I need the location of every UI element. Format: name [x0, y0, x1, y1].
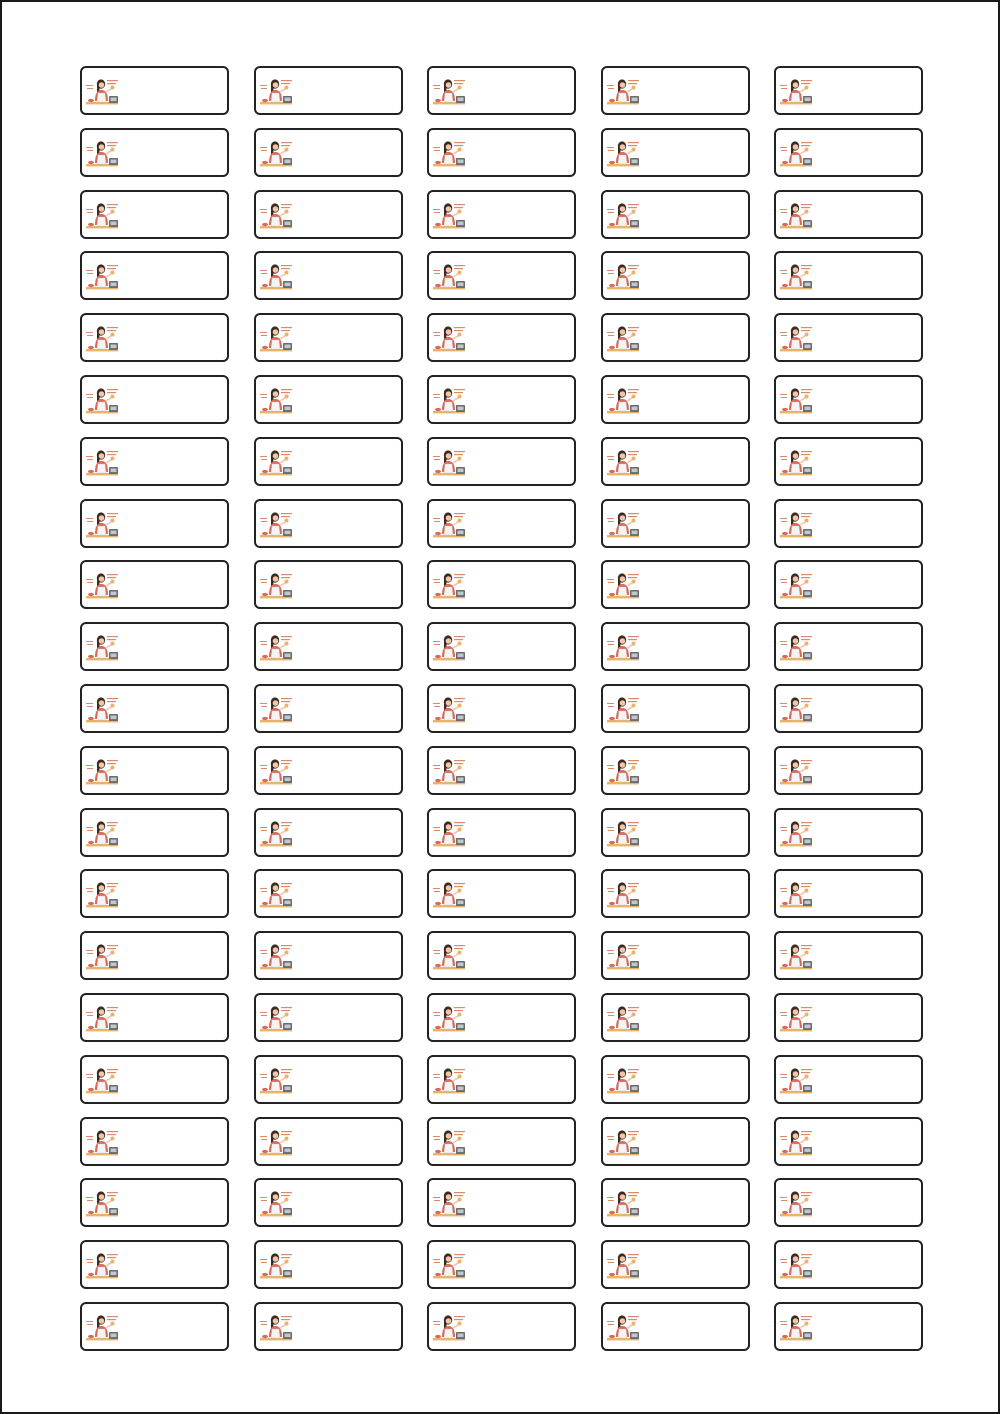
- label-cell: [774, 931, 923, 980]
- label-cell: [80, 313, 229, 362]
- woman-cooking-icon: [779, 1313, 813, 1343]
- label-cell: [774, 622, 923, 671]
- woman-cooking-icon: [432, 1066, 466, 1096]
- woman-cooking-icon: [432, 1128, 466, 1158]
- label-cell: [774, 313, 923, 362]
- woman-cooking-icon: [779, 386, 813, 416]
- woman-cooking-icon: [779, 510, 813, 540]
- woman-cooking-icon: [259, 1251, 293, 1281]
- label-cell: [427, 1117, 576, 1166]
- woman-cooking-icon: [85, 510, 119, 540]
- label-cell: [427, 993, 576, 1042]
- woman-cooking-icon: [606, 880, 640, 910]
- label-cell: [254, 560, 403, 609]
- label-cell: [601, 993, 750, 1042]
- woman-cooking-icon: [606, 1251, 640, 1281]
- woman-cooking-icon: [779, 571, 813, 601]
- label-cell: [601, 1302, 750, 1351]
- label-cell: [427, 869, 576, 918]
- label-cell: [774, 1055, 923, 1104]
- woman-cooking-icon: [779, 1066, 813, 1096]
- label-cell: [774, 190, 923, 239]
- woman-cooking-icon: [259, 262, 293, 292]
- woman-cooking-icon: [85, 1128, 119, 1158]
- woman-cooking-icon: [779, 77, 813, 107]
- woman-cooking-icon: [779, 1251, 813, 1281]
- woman-cooking-icon: [606, 1004, 640, 1034]
- label-cell: [427, 684, 576, 733]
- label-cell: [80, 993, 229, 1042]
- label-cell: [601, 1055, 750, 1104]
- label-cell: [774, 375, 923, 424]
- woman-cooking-icon: [259, 77, 293, 107]
- label-cell: [254, 684, 403, 733]
- label-cell: [254, 375, 403, 424]
- woman-cooking-icon: [432, 633, 466, 663]
- woman-cooking-icon: [259, 757, 293, 787]
- woman-cooking-icon: [259, 139, 293, 169]
- label-cell: [80, 746, 229, 795]
- label-cell: [774, 499, 923, 548]
- woman-cooking-icon: [85, 1313, 119, 1343]
- label-cell: [254, 66, 403, 115]
- label-cell: [774, 560, 923, 609]
- label-cell: [774, 1240, 923, 1289]
- woman-cooking-icon: [779, 695, 813, 725]
- label-cell: [254, 1055, 403, 1104]
- woman-cooking-icon: [432, 262, 466, 292]
- label-cell: [427, 1178, 576, 1227]
- label-cell: [601, 622, 750, 671]
- label-cell: [254, 1117, 403, 1166]
- label-cell: [774, 1117, 923, 1166]
- woman-cooking-icon: [432, 448, 466, 478]
- woman-cooking-icon: [259, 1313, 293, 1343]
- label-cell: [254, 313, 403, 362]
- woman-cooking-icon: [259, 633, 293, 663]
- label-cell: [427, 622, 576, 671]
- label-cell: [254, 1178, 403, 1227]
- label-cell: [254, 993, 403, 1042]
- woman-cooking-icon: [259, 880, 293, 910]
- label-cell: [601, 560, 750, 609]
- woman-cooking-icon: [606, 1128, 640, 1158]
- woman-cooking-icon: [259, 1066, 293, 1096]
- label-cell: [774, 1178, 923, 1227]
- label-cell: [80, 1117, 229, 1166]
- woman-cooking-icon: [85, 1251, 119, 1281]
- woman-cooking-icon: [259, 201, 293, 231]
- label-cell: [427, 251, 576, 300]
- woman-cooking-icon: [779, 1004, 813, 1034]
- woman-cooking-icon: [606, 1313, 640, 1343]
- woman-cooking-icon: [432, 942, 466, 972]
- woman-cooking-icon: [432, 880, 466, 910]
- label-cell: [254, 190, 403, 239]
- label-cell: [601, 684, 750, 733]
- label-cell: [774, 808, 923, 857]
- woman-cooking-icon: [432, 510, 466, 540]
- label-cell: [427, 128, 576, 177]
- label-cell: [80, 499, 229, 548]
- woman-cooking-icon: [606, 1066, 640, 1096]
- label-cell: [601, 1178, 750, 1227]
- label-cell: [601, 931, 750, 980]
- woman-cooking-icon: [85, 1189, 119, 1219]
- label-cell: [80, 190, 229, 239]
- woman-cooking-icon: [606, 942, 640, 972]
- woman-cooking-icon: [606, 139, 640, 169]
- woman-cooking-icon: [779, 1128, 813, 1158]
- woman-cooking-icon: [606, 1189, 640, 1219]
- woman-cooking-icon: [259, 324, 293, 354]
- label-cell: [601, 375, 750, 424]
- label-cell: [601, 808, 750, 857]
- label-cell: [601, 251, 750, 300]
- woman-cooking-icon: [85, 695, 119, 725]
- woman-cooking-icon: [606, 510, 640, 540]
- label-cell: [427, 375, 576, 424]
- woman-cooking-icon: [779, 880, 813, 910]
- woman-cooking-icon: [779, 1189, 813, 1219]
- label-cell: [427, 1240, 576, 1289]
- label-cell: [601, 66, 750, 115]
- label-cell: [774, 437, 923, 486]
- woman-cooking-icon: [779, 819, 813, 849]
- label-cell: [254, 499, 403, 548]
- label-cell: [774, 66, 923, 115]
- label-cell: [427, 808, 576, 857]
- woman-cooking-icon: [432, 571, 466, 601]
- woman-cooking-icon: [432, 324, 466, 354]
- label-cell: [80, 375, 229, 424]
- label-cell: [427, 1302, 576, 1351]
- label-cell: [80, 437, 229, 486]
- woman-cooking-icon: [85, 633, 119, 663]
- label-cell: [601, 499, 750, 548]
- label-cell: [601, 313, 750, 362]
- woman-cooking-icon: [432, 1251, 466, 1281]
- woman-cooking-icon: [259, 1128, 293, 1158]
- woman-cooking-icon: [85, 262, 119, 292]
- label-cell: [80, 684, 229, 733]
- woman-cooking-icon: [259, 1004, 293, 1034]
- woman-cooking-icon: [606, 571, 640, 601]
- label-cell: [254, 437, 403, 486]
- woman-cooking-icon: [259, 819, 293, 849]
- label-cell: [427, 437, 576, 486]
- label-cell: [80, 251, 229, 300]
- label-cell: [254, 251, 403, 300]
- woman-cooking-icon: [606, 201, 640, 231]
- woman-cooking-icon: [85, 757, 119, 787]
- woman-cooking-icon: [779, 942, 813, 972]
- label-cell: [601, 869, 750, 918]
- label-cell: [254, 746, 403, 795]
- woman-cooking-icon: [259, 571, 293, 601]
- label-cell: [254, 931, 403, 980]
- woman-cooking-icon: [606, 262, 640, 292]
- woman-cooking-icon: [259, 448, 293, 478]
- woman-cooking-icon: [779, 757, 813, 787]
- label-cell: [427, 746, 576, 795]
- woman-cooking-icon: [432, 77, 466, 107]
- woman-cooking-icon: [779, 633, 813, 663]
- label-cell: [80, 560, 229, 609]
- woman-cooking-icon: [606, 448, 640, 478]
- woman-cooking-icon: [85, 324, 119, 354]
- woman-cooking-icon: [85, 448, 119, 478]
- woman-cooking-icon: [85, 139, 119, 169]
- woman-cooking-icon: [432, 386, 466, 416]
- label-cell: [427, 931, 576, 980]
- label-cell: [254, 622, 403, 671]
- woman-cooking-icon: [432, 757, 466, 787]
- woman-cooking-icon: [432, 1189, 466, 1219]
- label-cell: [601, 1240, 750, 1289]
- label-cell: [427, 313, 576, 362]
- label-cell: [774, 869, 923, 918]
- label-cell: [80, 66, 229, 115]
- woman-cooking-icon: [85, 942, 119, 972]
- woman-cooking-icon: [606, 77, 640, 107]
- woman-cooking-icon: [85, 201, 119, 231]
- label-cell: [774, 684, 923, 733]
- label-cell: [254, 1240, 403, 1289]
- label-cell: [80, 869, 229, 918]
- woman-cooking-icon: [779, 324, 813, 354]
- woman-cooking-icon: [432, 695, 466, 725]
- label-cell: [254, 128, 403, 177]
- woman-cooking-icon: [779, 262, 813, 292]
- label-cell: [80, 1178, 229, 1227]
- label-cell: [774, 746, 923, 795]
- label-cell: [427, 190, 576, 239]
- label-cell: [427, 499, 576, 548]
- woman-cooking-icon: [259, 942, 293, 972]
- woman-cooking-icon: [606, 819, 640, 849]
- label-cell: [601, 128, 750, 177]
- woman-cooking-icon: [85, 386, 119, 416]
- label-cell: [427, 1055, 576, 1104]
- woman-cooking-icon: [432, 819, 466, 849]
- woman-cooking-icon: [85, 1066, 119, 1096]
- woman-cooking-icon: [779, 201, 813, 231]
- label-cell: [774, 1302, 923, 1351]
- woman-cooking-icon: [85, 77, 119, 107]
- woman-cooking-icon: [432, 1313, 466, 1343]
- label-cell: [427, 66, 576, 115]
- label-cell: [80, 1302, 229, 1351]
- label-cell: [774, 128, 923, 177]
- woman-cooking-icon: [259, 1189, 293, 1219]
- woman-cooking-icon: [606, 386, 640, 416]
- label-cell: [601, 1117, 750, 1166]
- label-cell: [80, 808, 229, 857]
- woman-cooking-icon: [432, 139, 466, 169]
- label-cell: [774, 251, 923, 300]
- woman-cooking-icon: [259, 386, 293, 416]
- label-cell: [80, 622, 229, 671]
- woman-cooking-icon: [432, 1004, 466, 1034]
- woman-cooking-icon: [259, 510, 293, 540]
- woman-cooking-icon: [85, 819, 119, 849]
- label-cell: [80, 128, 229, 177]
- woman-cooking-icon: [779, 448, 813, 478]
- label-cell: [601, 437, 750, 486]
- woman-cooking-icon: [259, 695, 293, 725]
- label-cell: [80, 1240, 229, 1289]
- woman-cooking-icon: [606, 757, 640, 787]
- woman-cooking-icon: [432, 201, 466, 231]
- woman-cooking-icon: [85, 571, 119, 601]
- label-cell: [254, 1302, 403, 1351]
- label-cell: [80, 1055, 229, 1104]
- label-cell: [254, 808, 403, 857]
- woman-cooking-icon: [85, 1004, 119, 1034]
- label-cell: [427, 560, 576, 609]
- label-cell: [601, 746, 750, 795]
- woman-cooking-icon: [606, 695, 640, 725]
- label-cell: [80, 931, 229, 980]
- woman-cooking-icon: [779, 139, 813, 169]
- label-cell: [601, 190, 750, 239]
- label-cell: [774, 993, 923, 1042]
- woman-cooking-icon: [606, 324, 640, 354]
- label-grid: [80, 66, 923, 1351]
- woman-cooking-icon: [606, 633, 640, 663]
- woman-cooking-icon: [85, 880, 119, 910]
- label-cell: [254, 869, 403, 918]
